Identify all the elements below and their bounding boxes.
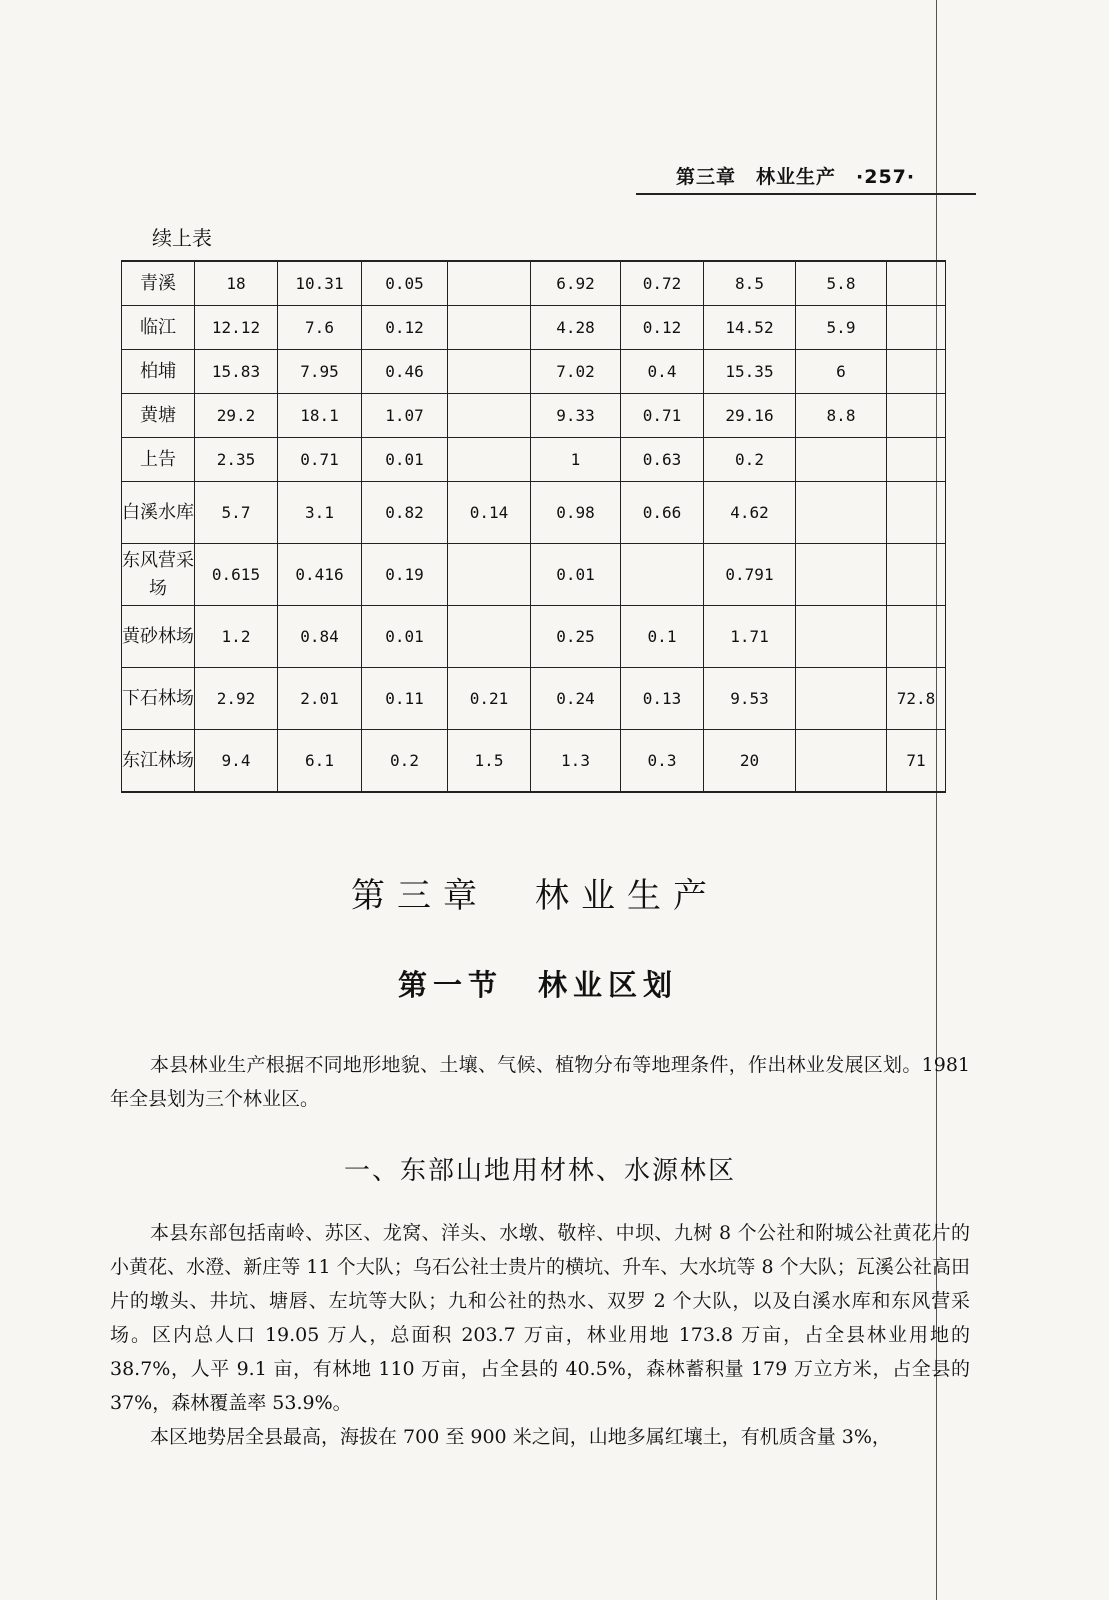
value-cell: 0.21 (448, 668, 531, 730)
value-cell: 71 (887, 730, 946, 793)
value-cell (448, 438, 531, 482)
value-cell: 2.01 (278, 668, 362, 730)
value-cell: 6.92 (531, 261, 621, 306)
value-cell: 0.05 (362, 261, 448, 306)
value-cell: 0.25 (531, 606, 621, 668)
table-row (122, 261, 946, 306)
row-name-cell: 黄砂林场 (122, 606, 195, 668)
body-paragraph-2: 本区地势居全县最高，海拔在 700 至 900 米之间，山地多属红壤土，有机质含量 3%， (150, 1426, 891, 1448)
value-cell: 15.35 (704, 350, 796, 394)
table-row (122, 668, 946, 730)
value-cell: 0.46 (362, 350, 448, 394)
value-cell (887, 350, 946, 394)
value-cell (448, 350, 531, 394)
value-cell (796, 668, 887, 730)
value-cell: 1 (531, 438, 621, 482)
value-cell (448, 606, 531, 668)
value-cell: 0.98 (531, 482, 621, 544)
value-cell: 1.07 (362, 394, 448, 438)
value-cell: 1.5 (448, 730, 531, 793)
value-cell: 0.14 (448, 482, 531, 544)
section-title: 第一节 林业区划 (397, 968, 678, 1002)
table-row (122, 544, 946, 606)
value-cell: 9.53 (704, 668, 796, 730)
value-cell: 20 (704, 730, 796, 793)
value-cell: 29.2 (195, 394, 278, 438)
subsection-title: 一、东部山地用材林、水源林区 (343, 1156, 736, 1186)
value-cell: 0.66 (621, 482, 704, 544)
value-cell (887, 394, 946, 438)
value-cell: 0.01 (531, 544, 621, 606)
row-name-cell: 青溪 (122, 261, 195, 306)
value-cell (887, 438, 946, 482)
value-cell (796, 482, 887, 544)
value-cell: 0.13 (621, 668, 704, 730)
row-name-cell: 黄塘 (122, 394, 195, 438)
header-rule (636, 193, 976, 195)
row-name-cell: 柏埔 (122, 350, 195, 394)
value-cell: 0.12 (362, 306, 448, 350)
value-cell: 4.28 (531, 306, 621, 350)
value-cell (448, 544, 531, 606)
table-row (122, 730, 946, 793)
value-cell (448, 306, 531, 350)
value-cell: 6 (796, 350, 887, 394)
value-cell: 3.1 (278, 482, 362, 544)
value-cell: 7.6 (278, 306, 362, 350)
value-cell (796, 730, 887, 793)
value-cell: 2.35 (195, 438, 278, 482)
value-cell (887, 261, 946, 306)
value-cell: 0.791 (704, 544, 796, 606)
value-cell: 8.8 (796, 394, 887, 438)
value-cell (887, 606, 946, 668)
running-header-text: 第三章 林业生产 ·257· (676, 166, 916, 188)
value-cell: 5.7 (195, 482, 278, 544)
table-row (122, 482, 946, 544)
value-cell: 0.01 (362, 606, 448, 668)
value-cell: 1.3 (531, 730, 621, 793)
value-cell: 0.615 (195, 544, 278, 606)
value-cell: 9.4 (195, 730, 278, 793)
value-cell: 10.31 (278, 261, 362, 306)
intro-paragraph: 本县林业生产根据不同地形地貌、土壤、气候、植物分布等地理条件，作出林业发展区划。1981年全县划为三个林业区。 (110, 1054, 970, 1110)
value-cell: 0.1 (621, 606, 704, 668)
value-cell: 2.92 (195, 668, 278, 730)
value-cell (796, 606, 887, 668)
table-row (122, 438, 946, 482)
row-name-cell: 东风营采场 (122, 544, 195, 606)
value-cell: 7.02 (531, 350, 621, 394)
value-cell: 29.16 (704, 394, 796, 438)
value-cell: 0.416 (278, 544, 362, 606)
value-cell (887, 306, 946, 350)
value-cell: 12.12 (195, 306, 278, 350)
value-cell (796, 438, 887, 482)
table-row (122, 606, 946, 668)
table-row (122, 350, 946, 394)
value-cell: 0.71 (621, 394, 704, 438)
value-cell (448, 261, 531, 306)
value-cell: 0.24 (531, 668, 621, 730)
value-cell (887, 482, 946, 544)
value-cell: 15.83 (195, 350, 278, 394)
value-cell: 8.5 (704, 261, 796, 306)
value-cell: 0.19 (362, 544, 448, 606)
value-cell: 6.1 (278, 730, 362, 793)
table-row (122, 394, 946, 438)
value-cell: 0.2 (704, 438, 796, 482)
value-cell (621, 544, 704, 606)
value-cell: 0.12 (621, 306, 704, 350)
value-cell: 9.33 (531, 394, 621, 438)
table-row (122, 306, 946, 350)
continuation-label: 续上表 (152, 226, 212, 250)
row-name-cell: 下石林场 (122, 668, 195, 730)
value-cell: 18.1 (278, 394, 362, 438)
value-cell: 0.71 (278, 438, 362, 482)
value-cell: 1.2 (195, 606, 278, 668)
value-cell: 0.4 (621, 350, 704, 394)
value-cell: 18 (195, 261, 278, 306)
value-cell (796, 544, 887, 606)
value-cell: 7.95 (278, 350, 362, 394)
body-paragraph-1: 本县东部包括南岭、苏区、龙窝、洋头、水墩、敬梓、中坝、九树 8 个公社和附城公社黄花片的小黄花、水澄、新庄等 11 个大队；乌石公社士贵片的横坑、升车、大水坑等 8 个大队；瓦溪公社高田片的墩头、井坑、塘唇、左坑等大队；九和公社的热水、双罗 2 个大队，以及白溪水库和东风营采场。区内总人口 19.05 万人，总面积 203.7 万亩，林业用地 173.8 万亩，占全县林业用地的 38.7%，人平 9.1 亩，有林地 110 万亩，占全县的 40.5%，森林蓄积量 179 万立方米，占全县的 37%，森林覆盖率 53.9%。 (110, 1222, 970, 1414)
value-cell (448, 394, 531, 438)
value-cell: 0.82 (362, 482, 448, 544)
value-cell: 1.71 (704, 606, 796, 668)
value-cell: 72.8 (887, 668, 946, 730)
value-cell: 4.62 (704, 482, 796, 544)
row-name-cell: 东江林场 (122, 730, 195, 793)
value-cell (887, 544, 946, 606)
running-header (636, 160, 976, 190)
value-cell: 14.52 (704, 306, 796, 350)
value-cell: 0.11 (362, 668, 448, 730)
value-cell: 5.8 (796, 261, 887, 306)
value-cell: 5.9 (796, 306, 887, 350)
value-cell: 0.84 (278, 606, 362, 668)
chapter-title: 第三章 林业生产 (351, 876, 719, 916)
value-cell: 0.2 (362, 730, 448, 793)
row-name-cell: 白溪水库 (122, 482, 195, 544)
row-name-cell: 临江 (122, 306, 195, 350)
value-cell: 0.63 (621, 438, 704, 482)
forestry-data-table (121, 260, 946, 793)
value-cell: 0.01 (362, 438, 448, 482)
value-cell: 0.72 (621, 261, 704, 306)
row-name-cell: 上告 (122, 438, 195, 482)
value-cell: 0.3 (621, 730, 704, 793)
